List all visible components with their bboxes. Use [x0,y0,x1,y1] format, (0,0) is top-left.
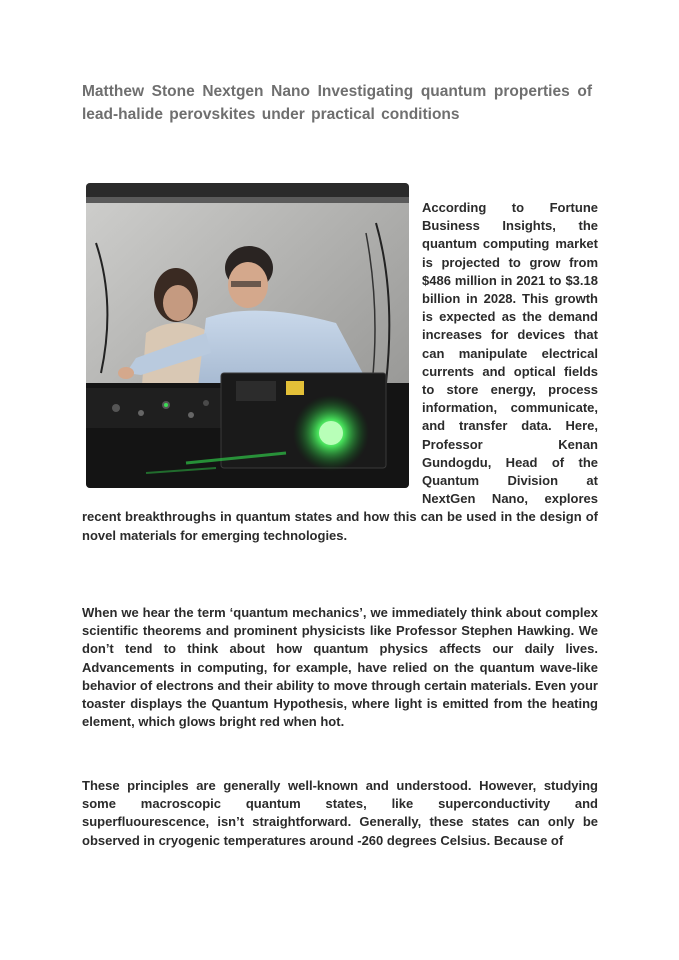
intro-paragraph [82,199,598,545]
body-paragraph: These principles are generally well-known and understood. However, studying some macroscopic quantum states, like superconductivity and superfluourescence, isn’t straightforward. Generally, these states can only be observed in cryogenic temperatures around -260 degrees Celsius. Because of [82,778,598,848]
intro-text: According to Fortune Business Insights, the quantum computing market is projected to grow from $486 million in 2021 to $3.18 billion in 2028. This growth is expected as the demand increases for devices that can manipulate electrical currents and optical fields to store energy, process information, communicate, and transfer data. Here, Professor Kenan Gundogdu, Head of the Quantum Division at NextGen Nano, explores recent breakthroughs in quantum states and how this can be used in the design of novel materials for emerging technologies. [82,200,598,543]
document-title: Matthew Stone Nextgen Nano Investigating quantum properties of lead-halide perovskites under practical conditions [82,83,592,123]
body-paragraph: When we hear the term ‘quantum mechanics’, we immediately think about complex scientific theorems and prominent physicists like Professor Stephen Hawking. We don’t tend to think about how quantum physics affects our daily lives. Advancements in computing, for example, have relied on the quantum wave-like behavior of electrons and their ability to move through certain materials. Even your toaster displays the Quantum Hypothesis, where light is emitted from the heating element, which glows bright red when hot. [82,605,598,730]
photo-wrap-spacer [82,199,422,491]
